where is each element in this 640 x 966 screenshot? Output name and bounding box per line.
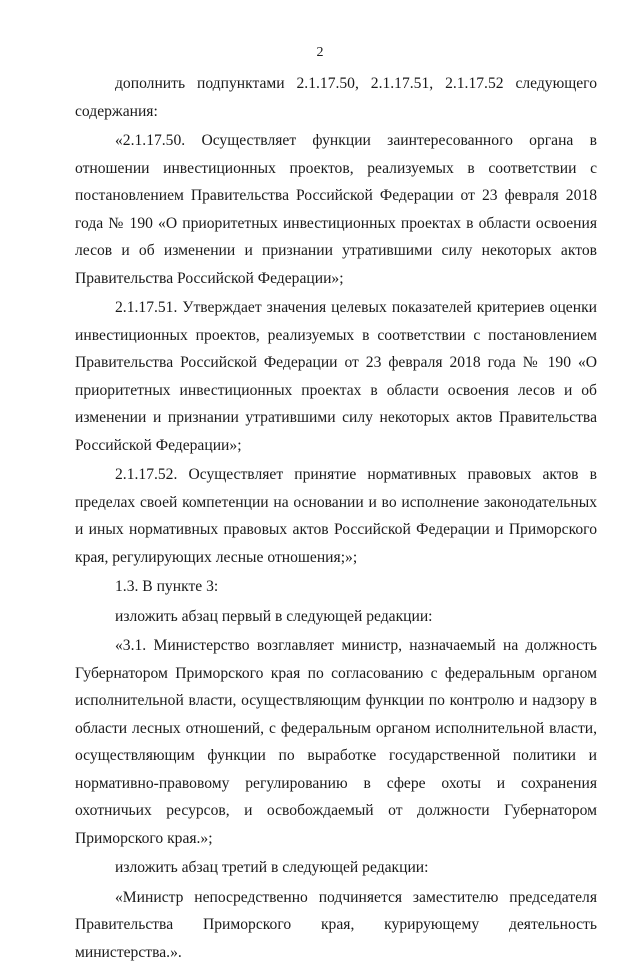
paragraph-minister: «Министр непосредственно подчиняется заместителю председателя Правительства Приморского края, курирующему деятельность министерства.». <box>75 884 597 966</box>
paragraph-amend-first: изложить абзац первый в следующей редакции: <box>75 603 597 631</box>
paragraph-intro: дополнить подпунктами 2.1.17.50, 2.1.17.51, 2.1.17.52 следующего содержания: <box>75 70 597 125</box>
document-body <box>75 70 597 966</box>
paragraph-1-3: 1.3. В пункте 3: <box>75 573 597 601</box>
paragraph-2-1-17-52: 2.1.17.52. Осуществляет принятие нормативных правовых актов в пределах своей компетенции на основании и во исполнение законодательных и иных нормативных правовых актов Российской Федерации и Приморского края, регулирующих лесные отношения;»; <box>75 461 597 571</box>
paragraph-amend-third: изложить абзац третий в следующей редакции: <box>75 854 597 882</box>
paragraph-3-1: «3.1. Министерство возглавляет министр, назначаемый на должность Губернатором Приморского края по согласованию с федеральным органом исполнительной власти, осуществляющим функции по контролю и надзору в области лесных отношений, с федеральным органом исполнительной власти, осуществляющим функции по выработке государственной политики и нормативно-правовому регулированию в сфере охоты и сохранения охотничьих ресурсов, и освобождаемый от должности Губернатором Приморского края.»; <box>75 632 597 852</box>
paragraph-2-1-17-50: «2.1.17.50. Осуществляет функции заинтересованного органа в отношении инвестиционных проектов, реализуемых в соответствии с постановлением Правительства Российской Федерации от 23 февраля 2018 года № 190 «О приоритетных инвестиционных проектах в области освоения лесов и об изменении и признании утратившими силу некоторых актов Правительства Российской Федерации»; <box>75 127 597 292</box>
paragraph-2-1-17-51: 2.1.17.51. Утверждает значения целевых показателей критериев оценки инвестиционных проектов, реализуемых в соответствии с постановлением Правительства Российской Федерации от 23 февраля 2018 года № 190 «О приоритетных инвестиционных проектах в области освоения лесов и об изменении и признании утратившими силу некоторых актов Правительства Российской Федерации»; <box>75 294 597 459</box>
page-number: 2 <box>0 44 640 62</box>
